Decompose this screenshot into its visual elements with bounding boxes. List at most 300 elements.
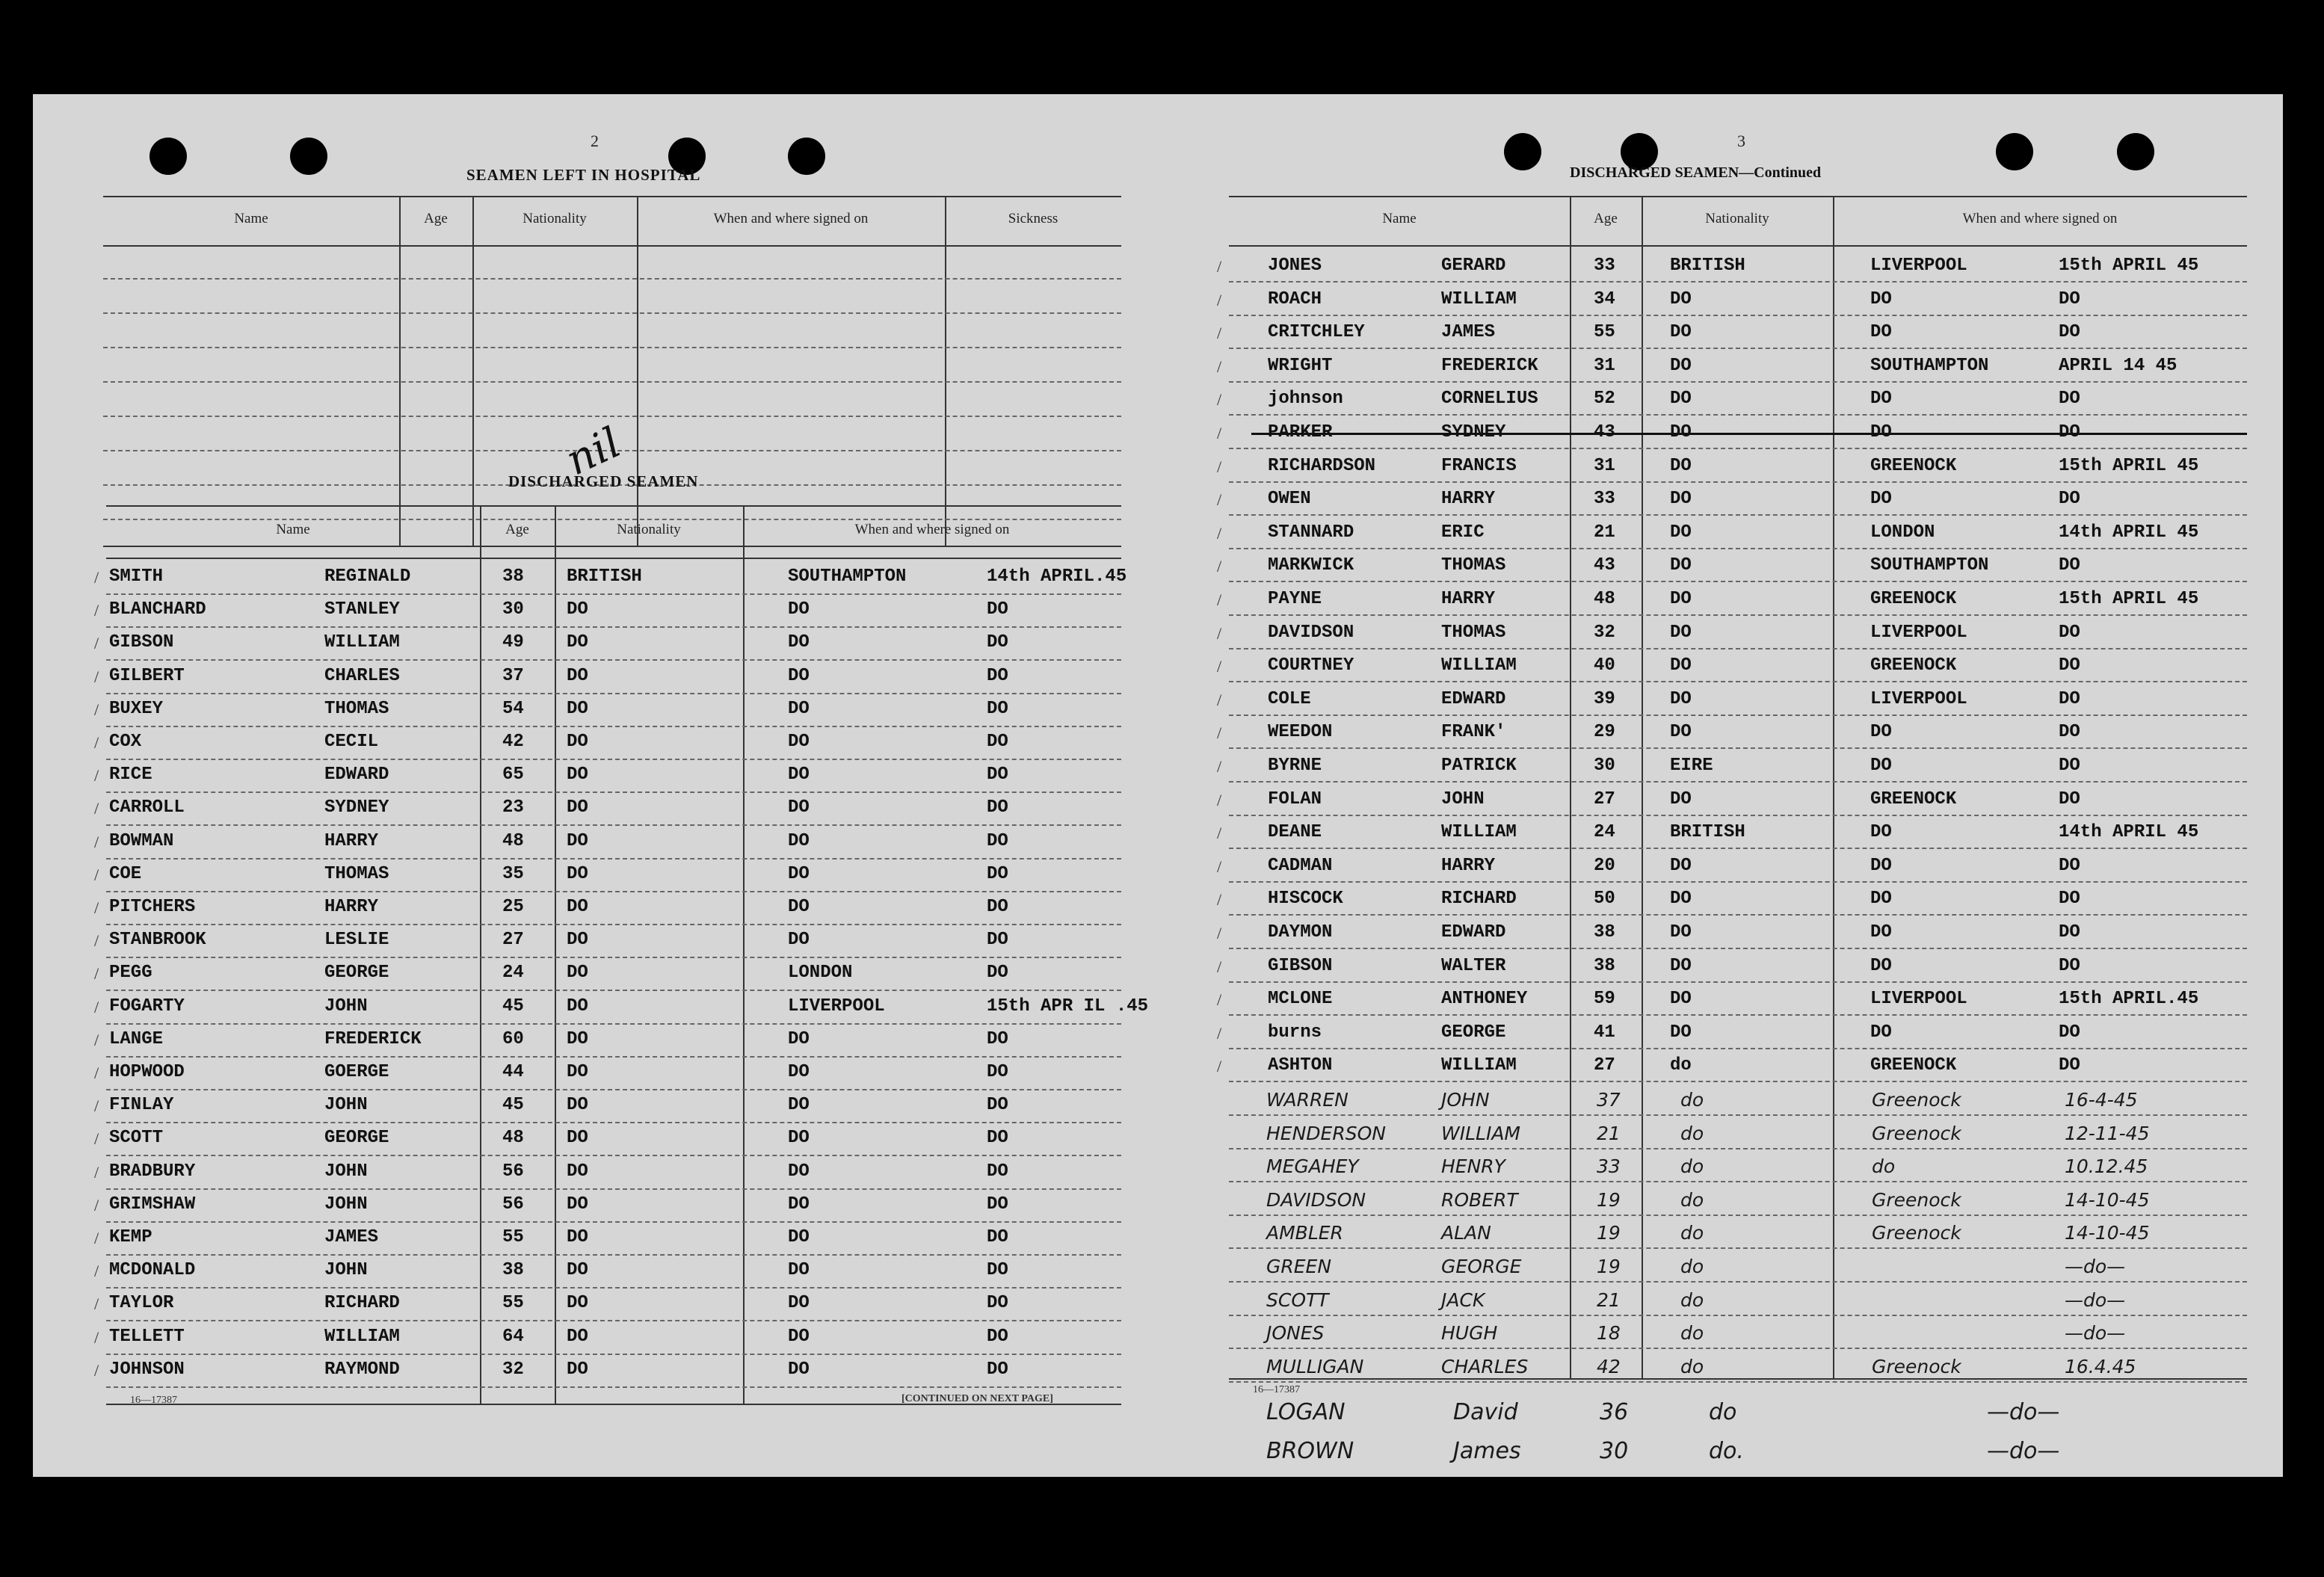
given-name-cell: JOHN bbox=[324, 1194, 368, 1215]
age-cell: 56 bbox=[502, 1161, 524, 1182]
signed-on-place-cell: DO bbox=[1870, 822, 1892, 843]
tick-mark: / bbox=[94, 832, 99, 851]
age-cell: 49 bbox=[502, 632, 524, 653]
given-name-cell: FREDERICK bbox=[324, 1028, 422, 1049]
given-name-cell: THOMAS bbox=[1441, 622, 1506, 643]
signed-on-date-cell: 15th APRIL 45 bbox=[2059, 256, 2199, 276]
nationality-cell: DO bbox=[1670, 489, 1692, 510]
table-row bbox=[1217, 455, 2247, 489]
nationality-cell: DO bbox=[567, 963, 588, 984]
age-cell: 21 bbox=[1594, 522, 1615, 543]
table-row bbox=[1217, 989, 2247, 1022]
surname-cell: CARROLL bbox=[109, 797, 185, 818]
age-cell: 37 bbox=[502, 665, 524, 686]
age-cell: 21 bbox=[1597, 1122, 1621, 1144]
age-cell: 25 bbox=[502, 897, 524, 917]
surname-cell: BRADBURY bbox=[109, 1161, 196, 1182]
table-row bbox=[1217, 622, 2247, 655]
tick-mark: / bbox=[94, 931, 99, 951]
tick-mark: / bbox=[1217, 924, 1222, 942]
table-row bbox=[1217, 889, 2247, 922]
signed-on-date-cell: DO bbox=[2059, 622, 2080, 643]
given-name-cell: HARRY bbox=[1441, 855, 1496, 876]
nationality-cell: DO bbox=[1670, 288, 1692, 309]
signed-on-date-cell: DO bbox=[987, 897, 1008, 917]
hospital-title: SEAMEN LEFT IN HOSPITAL bbox=[466, 166, 701, 184]
given-name-cell: JOHN bbox=[324, 1095, 368, 1116]
tick-mark: / bbox=[1217, 957, 1222, 976]
given-name-cell: CHARLES bbox=[324, 665, 400, 686]
signed-on-date-cell: —do— bbox=[2065, 1289, 2126, 1311]
given-name-cell: THOMAS bbox=[1441, 555, 1506, 576]
age-cell: 24 bbox=[1594, 822, 1615, 843]
age-cell: 27 bbox=[1594, 1055, 1615, 1076]
nationality-cell: DO bbox=[567, 1062, 588, 1082]
surname-cell: WRIGHT bbox=[1268, 355, 1333, 376]
nationality-cell: DO bbox=[567, 1028, 588, 1049]
signed-on-date-cell: DO bbox=[2059, 756, 2080, 776]
surname-cell: PEGG bbox=[109, 963, 152, 984]
surname-cell: RICHARDSON bbox=[1268, 455, 1376, 476]
nationality-cell: DO bbox=[1670, 389, 1692, 410]
table-row bbox=[1229, 1123, 2247, 1155]
given-name-cell: GERARD bbox=[1441, 256, 1506, 276]
given-name-cell: ANTHONEY bbox=[1441, 989, 1528, 1010]
signed-on-place-cell: SOUTHAMPTON bbox=[788, 567, 907, 587]
col-header-signed-on: When and where signed on bbox=[713, 211, 869, 226]
tick-mark: / bbox=[1217, 557, 1222, 576]
signed-on-place-cell: DO bbox=[1870, 955, 1892, 976]
nationality-cell: do bbox=[1680, 1355, 1704, 1377]
nationality-cell: DO bbox=[1670, 922, 1692, 942]
signed-on-date-cell: —do— bbox=[2065, 1256, 2126, 1277]
nationality-cell: do bbox=[1680, 1089, 1704, 1111]
surname-cell: COX bbox=[109, 732, 142, 752]
signed-on-place-cell: DO bbox=[788, 1326, 810, 1347]
signed-on-place-cell: DO bbox=[1870, 389, 1892, 410]
signed-on-date-cell: DO bbox=[987, 1194, 1008, 1215]
col-header-nationality: Nationality bbox=[617, 522, 681, 537]
age-cell: 55 bbox=[1594, 322, 1615, 343]
nationality-cell: DO bbox=[567, 996, 588, 1016]
surname-cell: DAVIDSON bbox=[1268, 622, 1354, 643]
surname-cell: HENDERSON bbox=[1266, 1122, 1386, 1144]
nationality-cell: DO bbox=[1670, 655, 1692, 676]
signed-on-date-cell: DO bbox=[987, 632, 1008, 653]
age-cell: 64 bbox=[502, 1326, 524, 1347]
signed-on-date-cell: DO bbox=[987, 732, 1008, 752]
signed-on-place-cell: LONDON bbox=[1870, 522, 1935, 543]
age-cell: 30 bbox=[502, 599, 524, 620]
age-cell: 52 bbox=[1594, 389, 1615, 410]
tick-mark: / bbox=[1217, 1057, 1222, 1076]
given-name-cell: JOHN bbox=[324, 1260, 368, 1281]
signed-on-place-cell: DO bbox=[788, 1062, 810, 1082]
table-row bbox=[1217, 555, 2247, 588]
age-cell: 20 bbox=[1594, 855, 1615, 876]
nationality-cell: DO bbox=[567, 1161, 588, 1182]
signed-on-place-cell: DO bbox=[788, 698, 810, 719]
table-row bbox=[1229, 1155, 2247, 1188]
signed-on-date-cell: DO bbox=[987, 665, 1008, 686]
nationality-cell: DO bbox=[567, 830, 588, 851]
signed-on-date-cell: DO bbox=[987, 1260, 1008, 1281]
signed-on-date-cell: DO bbox=[987, 1359, 1008, 1380]
table-row bbox=[1217, 855, 2247, 889]
given-name-cell: JAMES bbox=[1441, 322, 1496, 343]
nationality-cell: DO bbox=[1670, 589, 1692, 609]
footer-code: 16—17387 bbox=[130, 1395, 177, 1406]
given-name-cell: WILLIAM bbox=[1441, 655, 1517, 676]
signed-on-date-cell: DO bbox=[987, 930, 1008, 951]
nationality-cell: do bbox=[1680, 1222, 1704, 1244]
signed-on-place-cell: DO bbox=[1870, 489, 1892, 510]
signed-on-date-cell: DO bbox=[987, 1062, 1008, 1082]
signed-on-date-cell: 14th APRIL 45 bbox=[2059, 522, 2199, 543]
signed-on-date-cell: DO bbox=[2059, 655, 2080, 676]
table-row bbox=[1217, 389, 2247, 422]
table-row bbox=[1154, 1438, 2283, 1471]
signed-on-date-cell: DO bbox=[2059, 722, 2080, 743]
signed-on-place-cell: LIVERPOOL bbox=[1870, 688, 1967, 709]
signed-on-date-cell: DO bbox=[2059, 855, 2080, 876]
strike-through bbox=[1251, 433, 2247, 435]
surname-cell: WARREN bbox=[1266, 1089, 1349, 1111]
signed-on-date-cell: DO bbox=[2059, 322, 2080, 343]
nationality-cell: do bbox=[1680, 1256, 1704, 1277]
tick-mark: / bbox=[1217, 357, 1222, 376]
given-name-cell: CECIL bbox=[324, 732, 379, 752]
tick-mark: / bbox=[94, 898, 99, 917]
nationality-cell: do bbox=[1680, 1188, 1704, 1211]
surname-cell: ROACH bbox=[1268, 288, 1322, 309]
tick-mark: / bbox=[1217, 523, 1222, 543]
surname-cell: SMITH bbox=[109, 567, 164, 587]
given-name-cell: WILLIAM bbox=[1441, 1055, 1517, 1076]
age-cell: 40 bbox=[1594, 655, 1615, 676]
given-name-cell: WILLIAM bbox=[1441, 288, 1517, 309]
given-name-cell: RICHARD bbox=[1441, 889, 1517, 910]
col-header-signed-on: When and where signed on bbox=[1962, 211, 2118, 226]
table-row bbox=[1229, 1089, 2247, 1122]
tick-mark: / bbox=[94, 1195, 99, 1215]
given-name-cell: HARRY bbox=[1441, 489, 1496, 510]
tick-mark: / bbox=[94, 568, 99, 587]
age-cell: 60 bbox=[502, 1028, 524, 1049]
age-cell: 50 bbox=[1594, 889, 1615, 910]
given-name-cell: David bbox=[1453, 1399, 1518, 1425]
age-cell: 45 bbox=[502, 1095, 524, 1116]
signed-on-place-cell: LIVERPOOL bbox=[1870, 622, 1967, 643]
signed-on-place-cell: GREENOCK bbox=[1870, 589, 1957, 609]
table-row bbox=[1217, 1055, 2247, 1088]
discharged-title: DISCHARGED SEAMEN bbox=[508, 472, 699, 490]
signed-on-place-cell: DO bbox=[1870, 756, 1892, 776]
tick-mark: / bbox=[94, 997, 99, 1016]
nationality-cell: DO bbox=[1670, 989, 1692, 1010]
table-row bbox=[1217, 322, 2247, 355]
signed-on-date-cell: DO bbox=[2059, 288, 2080, 309]
surname-cell: STANNARD bbox=[1268, 522, 1354, 543]
given-name-cell: JOHN bbox=[324, 996, 368, 1016]
col-header-age: Age bbox=[424, 211, 448, 226]
table-row bbox=[1229, 1189, 2247, 1222]
col-header-nationality: Nationality bbox=[523, 211, 587, 226]
punch-hole bbox=[150, 138, 187, 175]
age-cell: 33 bbox=[1594, 489, 1615, 510]
signed-on-place-cell: DO bbox=[788, 1028, 810, 1049]
signed-on-date-cell: DO bbox=[987, 1095, 1008, 1116]
given-name-cell: ERIC bbox=[1441, 522, 1485, 543]
given-name-cell: RICHARD bbox=[324, 1293, 400, 1314]
nationality-cell: DO bbox=[567, 732, 588, 752]
tick-mark: / bbox=[94, 1064, 99, 1082]
signed-on-place-cell: LONDON bbox=[788, 963, 853, 984]
tick-mark: / bbox=[1217, 824, 1222, 843]
tick-mark: / bbox=[1217, 890, 1222, 910]
signed-on-place-cell: DO bbox=[788, 765, 810, 786]
surname-cell: COLE bbox=[1268, 688, 1311, 709]
signed-on-place-cell: DO bbox=[788, 1293, 810, 1314]
age-cell: 24 bbox=[502, 963, 524, 984]
signed-on-date-cell: DO bbox=[2059, 555, 2080, 576]
punch-hole bbox=[1504, 133, 1541, 170]
given-name-cell: GEORGE bbox=[1441, 1022, 1506, 1043]
given-name-cell: RAYMOND bbox=[324, 1359, 400, 1380]
table-row bbox=[1217, 522, 2247, 555]
signed-on-date-cell: DO bbox=[987, 863, 1008, 884]
surname-cell: STANBROOK bbox=[109, 930, 206, 951]
nationality-cell: DO bbox=[1670, 355, 1692, 376]
given-name-cell: THOMAS bbox=[324, 698, 389, 719]
age-cell: 30 bbox=[1600, 1438, 1629, 1464]
tick-mark: / bbox=[94, 667, 99, 686]
age-cell: 19 bbox=[1597, 1188, 1621, 1211]
nationality-cell: EIRE bbox=[1670, 756, 1713, 776]
signed-on-place-cell: GREENOCK bbox=[1870, 1055, 1957, 1076]
surname-cell: SCOTT bbox=[1266, 1289, 1329, 1311]
surname-cell: CRITCHLEY bbox=[1268, 322, 1365, 343]
col-header-signed-on: When and where signed on bbox=[854, 522, 1010, 537]
age-cell: 19 bbox=[1597, 1256, 1621, 1277]
table-row bbox=[1217, 589, 2247, 622]
nationality-cell: DO bbox=[1670, 322, 1692, 343]
signed-on-place-cell: DO bbox=[788, 930, 810, 951]
nationality-cell: DO bbox=[1670, 522, 1692, 543]
table-row bbox=[1217, 422, 2247, 455]
signed-on-date-cell: DO bbox=[2059, 922, 2080, 942]
given-name-cell: LESLIE bbox=[324, 930, 389, 951]
tick-mark: / bbox=[94, 799, 99, 818]
tick-mark: / bbox=[94, 1327, 99, 1347]
age-cell: 36 bbox=[1600, 1399, 1629, 1425]
nationality-cell: BRITISH bbox=[1670, 256, 1745, 276]
left-page bbox=[33, 94, 1154, 1477]
age-cell: 34 bbox=[1594, 288, 1615, 309]
tick-mark: / bbox=[1217, 857, 1222, 876]
col-header-name: Name bbox=[234, 211, 268, 226]
tick-mark: / bbox=[94, 733, 99, 752]
table-row bbox=[1229, 1356, 2247, 1389]
nationality-cell: DO bbox=[1670, 889, 1692, 910]
nationality-cell: DO bbox=[1670, 688, 1692, 709]
given-name-cell: FRANCIS bbox=[1441, 455, 1517, 476]
signed-on-date-cell: 12-11-45 bbox=[2065, 1122, 2150, 1144]
table-row bbox=[1217, 688, 2247, 722]
given-name-cell: CHARLES bbox=[1441, 1355, 1529, 1377]
given-name-cell: James bbox=[1453, 1438, 1521, 1464]
signed-on-place-cell: DO bbox=[788, 797, 810, 818]
signed-on-date-cell: 15th APRIL 45 bbox=[2059, 455, 2199, 476]
surname-cell: BUXEY bbox=[109, 698, 164, 719]
nationality-cell: DO bbox=[567, 599, 588, 620]
nationality-cell: DO bbox=[567, 1260, 588, 1281]
surname-cell: LANGE bbox=[109, 1028, 164, 1049]
tick-mark: / bbox=[1217, 424, 1222, 442]
surname-cell: MEGAHEY bbox=[1266, 1155, 1359, 1178]
given-name-cell: FRANK' bbox=[1441, 722, 1506, 743]
age-cell: 27 bbox=[502, 930, 524, 951]
signed-on-place-cell: DO bbox=[1870, 889, 1892, 910]
given-name-cell: EDWARD bbox=[324, 765, 389, 786]
page-number: 3 bbox=[1737, 132, 1745, 150]
surname-cell: BOWMAN bbox=[109, 830, 174, 851]
age-cell: 55 bbox=[502, 1227, 524, 1247]
surname-cell: KEMP bbox=[109, 1227, 152, 1247]
given-name-cell: HARRY bbox=[1441, 589, 1496, 609]
age-cell: 32 bbox=[502, 1359, 524, 1380]
given-name-cell: GEORGE bbox=[324, 1128, 389, 1149]
nationality-cell: do bbox=[1680, 1289, 1704, 1311]
signed-on-date-cell: DO bbox=[987, 765, 1008, 786]
tick-mark: / bbox=[94, 964, 99, 984]
signed-on-date-cell: DO bbox=[987, 1161, 1008, 1182]
discharged-continued-title: DISCHARGED SEAMEN—Continued bbox=[1570, 164, 1822, 181]
signed-on-place-cell: DO bbox=[788, 1161, 810, 1182]
table-row bbox=[1229, 1322, 2247, 1355]
nationality-cell: DO bbox=[1670, 455, 1692, 476]
nationality-cell: DO bbox=[567, 897, 588, 917]
table-row bbox=[1217, 756, 2247, 788]
signed-on-date-cell: 15th APR IL .45 bbox=[987, 996, 1149, 1016]
tick-mark: / bbox=[1217, 457, 1222, 476]
surname-cell: JONES bbox=[1266, 1322, 1325, 1345]
surname-cell: RICE bbox=[109, 765, 152, 786]
nationality-cell: DO bbox=[567, 1227, 588, 1247]
age-cell: 55 bbox=[502, 1293, 524, 1314]
age-cell: 27 bbox=[1594, 788, 1615, 809]
age-cell: 35 bbox=[502, 863, 524, 884]
signed-on-date-cell: DO bbox=[987, 1293, 1008, 1314]
signed-on-place-cell: DO bbox=[788, 1194, 810, 1215]
table-row bbox=[1229, 1256, 2247, 1289]
table-row bbox=[1217, 355, 2247, 389]
surname-cell: BLANCHARD bbox=[109, 599, 206, 620]
tick-mark: / bbox=[1217, 490, 1222, 510]
tick-mark: / bbox=[1217, 590, 1222, 609]
tick-mark: / bbox=[1217, 723, 1222, 743]
age-cell: 42 bbox=[502, 732, 524, 752]
col-header-nationality: Nationality bbox=[1705, 211, 1769, 226]
given-name-cell: JOHN bbox=[1441, 1089, 1490, 1111]
signed-on-place-cell: DO bbox=[1870, 722, 1892, 743]
surname-cell: WEEDON bbox=[1268, 722, 1333, 743]
signed-on-date-cell: —do— bbox=[1987, 1438, 2060, 1464]
given-name-cell: HENRY bbox=[1441, 1155, 1505, 1178]
given-name-cell: GEORGE bbox=[324, 963, 389, 984]
age-cell: 42 bbox=[1597, 1355, 1621, 1377]
age-cell: 18 bbox=[1597, 1322, 1621, 1345]
nationality-cell: DO bbox=[1670, 855, 1692, 876]
signed-on-place-cell: DO bbox=[788, 1095, 810, 1116]
given-name-cell: GOERGE bbox=[324, 1062, 389, 1082]
signed-on-place-cell: DO bbox=[1870, 922, 1892, 942]
tick-mark: / bbox=[94, 766, 99, 786]
signed-on-place-cell: LIVERPOOL bbox=[1870, 989, 1967, 1010]
tick-mark: / bbox=[1217, 757, 1222, 776]
signed-on-place-cell: DO bbox=[788, 863, 810, 884]
tick-mark: / bbox=[94, 1129, 99, 1149]
age-cell: 39 bbox=[1594, 688, 1615, 709]
signed-on-date-cell: DO bbox=[2059, 688, 2080, 709]
col-header-sickness: Sickness bbox=[1008, 211, 1058, 226]
surname-cell: OWEN bbox=[1268, 489, 1311, 510]
signed-on-place-cell: DO bbox=[1870, 322, 1892, 343]
given-name-cell: EDWARD bbox=[1441, 688, 1506, 709]
given-name-cell: JOHN bbox=[324, 1161, 368, 1182]
signed-on-date-cell: 10.12.45 bbox=[2065, 1155, 2148, 1178]
table-row bbox=[1217, 955, 2247, 989]
tick-mark: / bbox=[94, 1162, 99, 1182]
table-row bbox=[1217, 1022, 2247, 1055]
signed-on-place-cell: DO bbox=[788, 599, 810, 620]
surname-cell: PITCHERS bbox=[109, 897, 196, 917]
tick-mark: / bbox=[94, 634, 99, 653]
nationality-cell: do bbox=[1680, 1155, 1704, 1178]
signed-on-place-cell: GREENOCK bbox=[1870, 455, 1957, 476]
age-cell: 45 bbox=[502, 996, 524, 1016]
nationality-cell: do bbox=[1709, 1399, 1737, 1425]
signed-on-date-cell: DO bbox=[2059, 955, 2080, 976]
age-cell: 19 bbox=[1597, 1222, 1621, 1244]
surname-cell: CADMAN bbox=[1268, 855, 1333, 876]
signed-on-place-cell: Greenock bbox=[1872, 1355, 1961, 1377]
tick-mark: / bbox=[1217, 257, 1222, 276]
surname-cell: MARKWICK bbox=[1268, 555, 1354, 576]
tick-mark: / bbox=[1217, 324, 1222, 343]
col-header-name: Name bbox=[276, 522, 310, 537]
nationality-cell: do. bbox=[1709, 1438, 1744, 1464]
given-name-cell: THOMAS bbox=[324, 863, 389, 884]
surname-cell: BYRNE bbox=[1268, 756, 1322, 776]
hospital-table bbox=[103, 196, 1121, 547]
tick-mark: / bbox=[94, 1229, 99, 1247]
tick-mark: / bbox=[94, 700, 99, 719]
signed-on-place-cell: Greenock bbox=[1872, 1188, 1961, 1211]
nationality-cell: BRITISH bbox=[567, 567, 642, 587]
surname-cell: GIBSON bbox=[1268, 955, 1333, 976]
age-cell: 21 bbox=[1597, 1289, 1621, 1311]
surname-cell: LOGAN bbox=[1266, 1399, 1346, 1425]
table-row bbox=[1217, 722, 2247, 755]
signed-on-place-cell: DO bbox=[1870, 288, 1892, 309]
signed-on-place-cell: Greenock bbox=[1872, 1222, 1961, 1244]
tick-mark: / bbox=[1217, 657, 1222, 676]
signed-on-date-cell: DO bbox=[987, 1227, 1008, 1247]
tick-mark: / bbox=[94, 1294, 99, 1314]
given-name-cell: JACK bbox=[1441, 1289, 1485, 1311]
signed-on-date-cell: 14-10-45 bbox=[2065, 1188, 2150, 1211]
